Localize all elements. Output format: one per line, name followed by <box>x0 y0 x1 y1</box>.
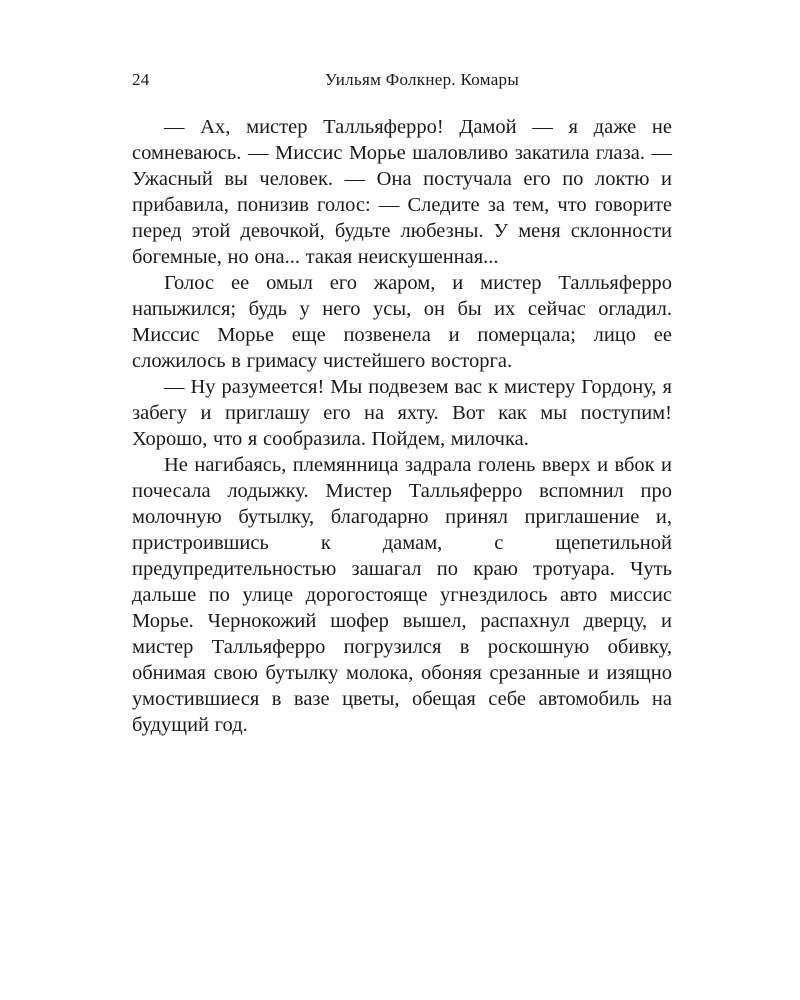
paragraph-4: Не нагибаясь, племянница задрала голень вверх и вбок и почесала лодыжку. Мистер Талльяферро вспомнил про молочную бутылку, благодарно принял приглашение и, пристроившись к дамам, с щепетильной предупредительностью зашагал по краю тротуара. Чуть дальше по улице дорогостояще угнездилось авто миссис Морье. Чернокожий шофер вышел, распахнул дверцу, и мистер Талльяферро погрузился в роскошную обивку, обнимая свою бутылку молока, обоняя срезанные и изящно умостившиеся в вазе цветы, обещая себе автомобиль на будущий год. <box>132 454 672 736</box>
paragraph-2: Голос ее омыл его жаром, и мистер Талльяферро напыжился; будь у него усы, он бы их сейчас огладил. Миссис Морье еще позвенела и померцала; лицо ее сложилось в гримасу чистейшего восторга. <box>132 272 672 372</box>
book-page <box>132 60 672 738</box>
page-number: 24 <box>132 70 150 89</box>
paragraph-3: — Ну разумеется! Мы подвезем вас к мистеру Гордону, я забегу и приглашу его на яхту. Вот как мы поступим! Хорошо, что я сообразила. Пойдем, милочка. <box>132 376 672 450</box>
running-title: Уильям Фолкнер. Комары <box>324 70 520 89</box>
running-head <box>132 60 672 94</box>
paragraph-1: — Ах, мистер Талльяферро! Дамой — я даже не сомневаюсь. — Миссис Морье шаловливо закатила глаза. — Ужасный вы человек. — Она постучала его по локтю и прибавила, понизив голос: — Следите за тем, что говорите перед этой девочкой, будьте любезны. У меня склонности богемные, но она... такая неискушенная... <box>132 116 672 268</box>
body-text <box>132 114 672 738</box>
